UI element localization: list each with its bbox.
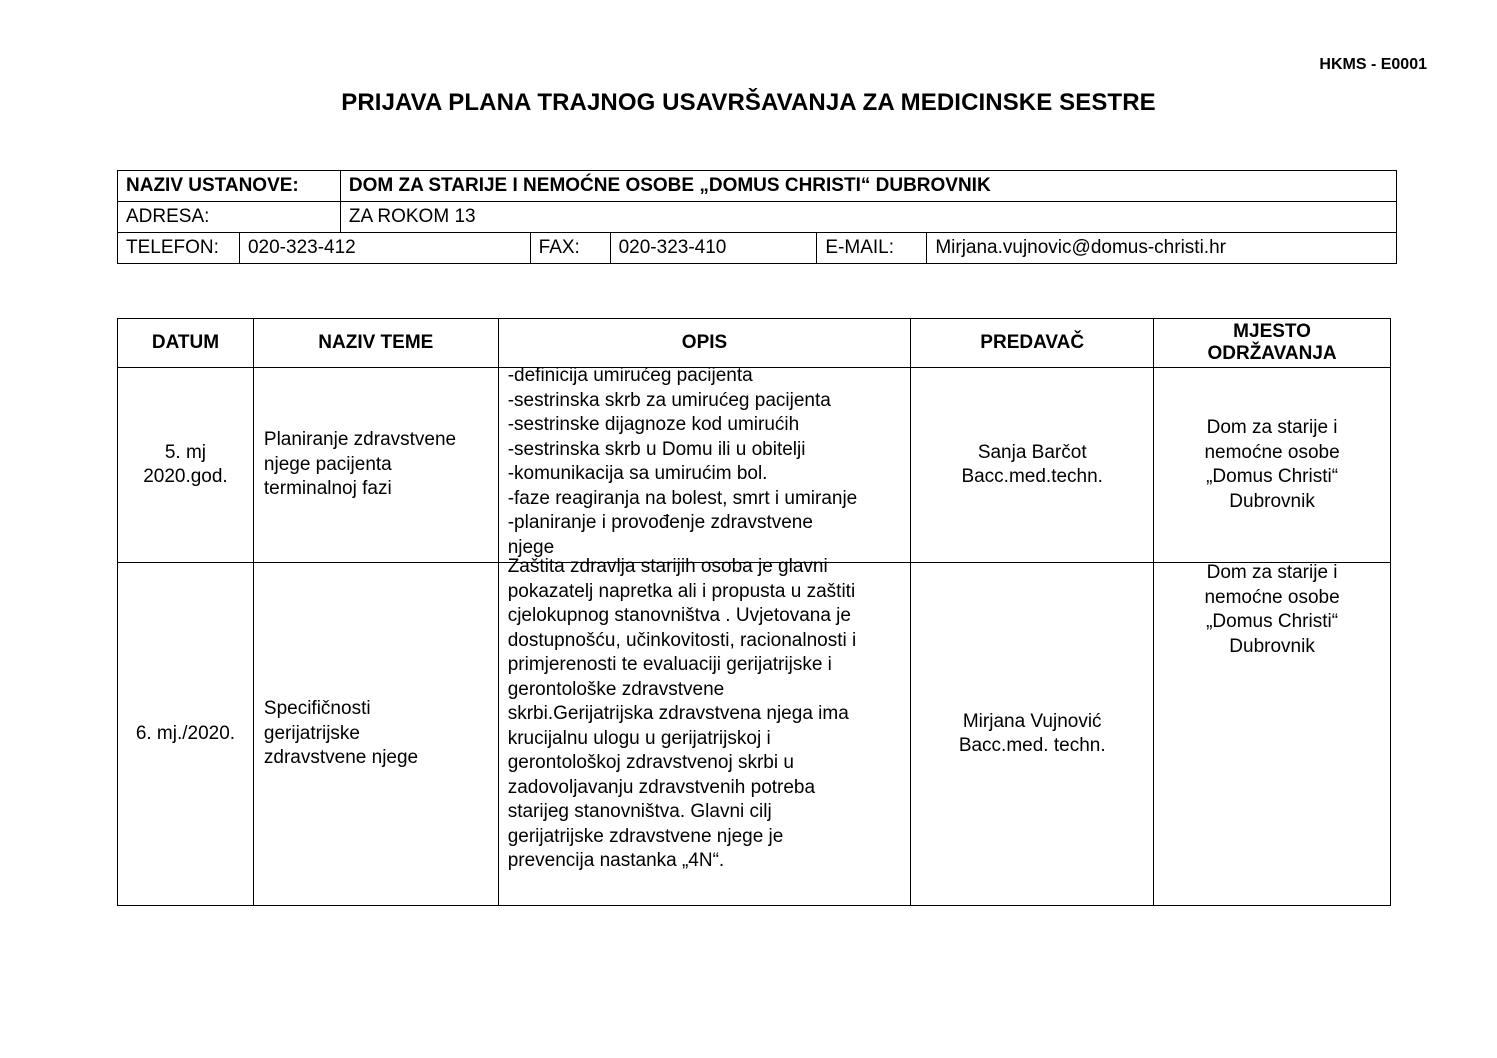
row-date: 6. mj./2020. <box>118 563 254 906</box>
table-row <box>118 368 1391 563</box>
row-topic: Specifičnosti gerijatrijske zdravstvene njege <box>253 563 498 906</box>
header-date: DATUM <box>118 319 254 368</box>
plan-header-row <box>118 319 1391 368</box>
email-value: Mirjana.vujnovic@domus-christi.hr <box>927 233 1397 264</box>
form-code: HKMS - E0001 <box>1319 56 1427 73</box>
address-value: ZA ROKOM 13 <box>340 202 1396 233</box>
phone-label: TELEFON: <box>118 233 240 264</box>
institution-name-row <box>118 171 1397 202</box>
row-lecturer: Mirjana Vujnović Bacc.med. techn. <box>911 563 1154 906</box>
institution-contact-row <box>118 233 1397 264</box>
phone-value: 020-323-412 <box>239 233 530 264</box>
institution-name-value: DOM ZA STARIJE I NEMOĆNE OSOBE „DOMUS CHRISTI“ DUBROVNIK <box>340 171 1396 202</box>
page-title: PRIJAVA PLANA TRAJNOG USAVRŠAVANJA ZA MEDICINSKE SESTRE <box>341 89 1156 116</box>
fax-label: FAX: <box>530 233 610 264</box>
row-lecturer: Sanja Barčot Bacc.med.techn. <box>911 368 1154 563</box>
institution-address-row <box>118 202 1397 233</box>
institution-table <box>117 170 1397 264</box>
row-date: 5. mj 2020.god. <box>118 368 254 563</box>
header-place: MJESTO ODRŽAVANJA <box>1154 319 1391 368</box>
email-label: E-MAIL: <box>817 233 927 264</box>
row-place: Dom za starije i nemoćne osobe „Domus Christi“ Dubrovnik <box>1154 368 1391 563</box>
training-plan-table <box>117 318 1391 906</box>
row-description: -definicija umirućeg pacijenta -sestrinska skrb za umirućeg pacijenta -sestrinske dijagnoze kod umirućih -sestrinska skrb u Domu ili u obitelji -komunikacija sa umirućim bol. -faze reagiranja na bolest, smrt i umiranje -planiranje i provođenje zdravstvene njege <box>507 365 858 558</box>
address-label: ADRESA: <box>118 202 341 233</box>
table-row <box>118 563 1391 906</box>
row-topic: Planiranje zdravstvene njege pacijenta terminalnoj fazi <box>253 368 498 563</box>
row-description: Zaštita zdravlja starijih osoba je glavni pokazatelj napretka ali i propusta u zaštiti cjelokupnog stanovništva . Uvjetovana je dostupnošću, učinkovitosti, racionalnosti i primjerenosti te evaluaciji gerijatrijske i gerontološke zdravstvene skrbi.Gerijatrijska zdravstvena njega ima krucijalnu ulogu u gerijatrijskoj i gerontološkoj zdravstvenoj skrbi u zadovoljavanju zdravstvenih potreba starijeg stanovništva. Glavni cilj gerijatrijske zdravstvene njege je prevencija nastanka „4N“. <box>507 556 857 871</box>
row-place: Dom za starije i nemoćne osobe „Domus Christi“ Dubrovnik <box>1204 562 1340 657</box>
fax-value: 020-323-410 <box>610 233 817 264</box>
institution-name-label: NAZIV USTANOVE: <box>118 171 341 202</box>
header-description: OPIS <box>498 319 911 368</box>
header-topic: NAZIV TEME <box>253 319 498 368</box>
header-lecturer: PREDAVAČ <box>911 319 1154 368</box>
